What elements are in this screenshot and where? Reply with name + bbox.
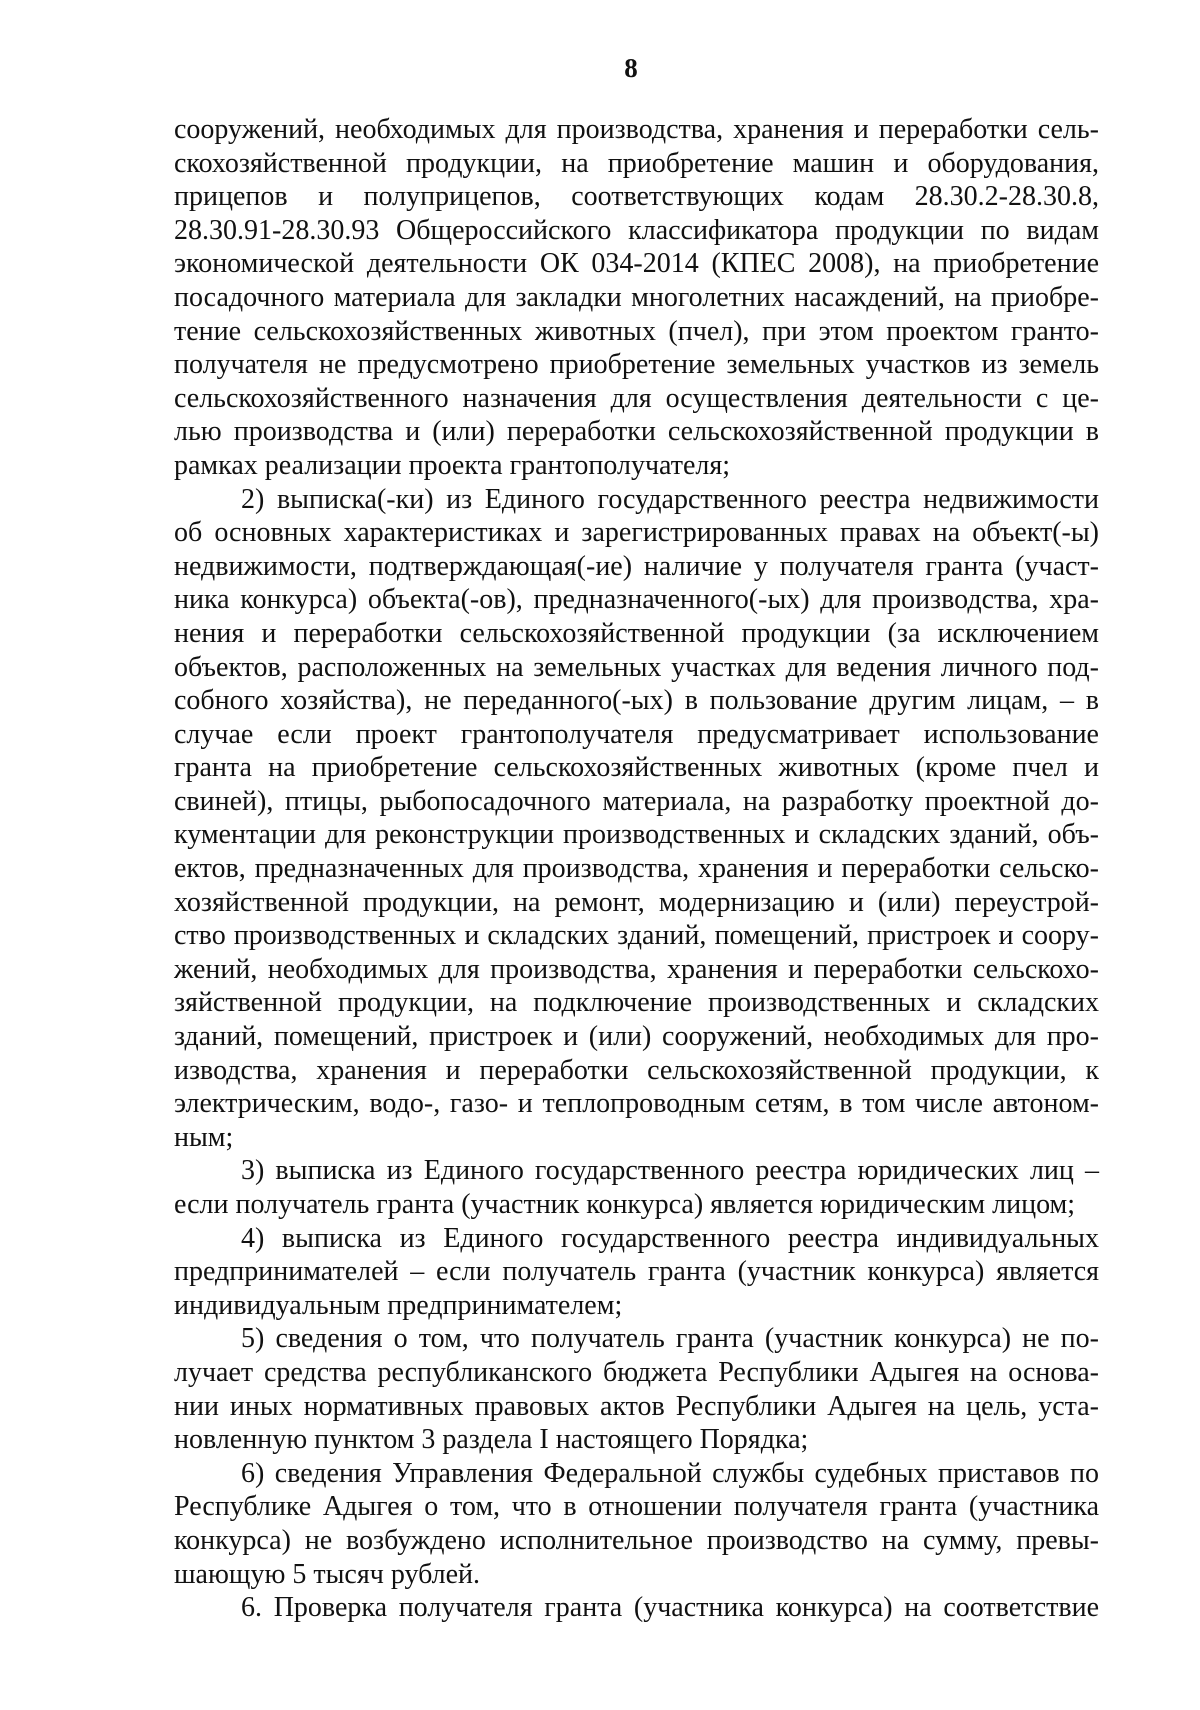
text-line: изводства, хранения и переработки сельскохозяйственной продукции, к — [174, 1054, 1099, 1086]
text-line: рамках реализации проекта грантополучателя; — [174, 449, 731, 481]
text-line: недвижимости, подтверждающая(-ие) наличие у получателя гранта (участ- — [174, 550, 1099, 582]
document-body — [174, 113, 1099, 1625]
text-line: собного хозяйства), не переданного(-ых) в пользование другим лицам, – в — [174, 685, 1099, 717]
text-line: лучает средства республиканского бюджета Республики Адыгея на основа- — [174, 1356, 1099, 1388]
text-line: лью производства и (или) переработки сельскохозяйственной продукции в — [174, 416, 1099, 448]
text-line: нения и переработки сельскохозяйственной продукции (за исключением — [174, 617, 1099, 649]
text-line: гранта на приобретение сельскохозяйственных животных (кроме пчел и — [174, 752, 1099, 784]
text-line: сооружений, необходимых для производства, хранения и переработки сель- — [174, 114, 1099, 145]
text-line: зданий, помещений, пристроек и (или) сооружений, необходимых для про- — [174, 1021, 1099, 1053]
text-line: конкурса) не возбуждено исполнительное производство на сумму, превы- — [174, 1524, 1099, 1556]
text-line: прицепов и полуприцепов, соответствующих кодам 28.30.2-28.30.8, — [174, 181, 1099, 213]
text-line: сельскохозяйственного назначения для осуществления деятельности с це- — [174, 382, 1099, 414]
text-line: об основных характеристиках и зарегистрированных правах на объект(-ы) — [174, 517, 1099, 549]
text-line: новленную пунктом 3 раздела I настоящего Порядка; — [174, 1424, 809, 1456]
text-line: Республике Адыгея о том, что в отношении получателя гранта (участника — [174, 1491, 1099, 1523]
text-line: 4) выписка из Единого государственного реестра индивидуальных — [241, 1222, 1099, 1254]
text-line: хозяйственной продукции, на ремонт, модернизацию и (или) переустрой- — [174, 886, 1099, 918]
text-line: получателя не предусмотрено приобретение земельных участков из земель — [174, 349, 1099, 381]
text-line: ным; — [174, 1121, 234, 1153]
text-line: кументации для реконструкции производственных и складских зданий, объ- — [174, 819, 1099, 851]
text-line: электрическим, водо-, газо- и теплопроводным сетям, в том числе автоном- — [174, 1088, 1099, 1120]
text-line: объектов, расположенных на земельных участках для ведения личного под- — [174, 651, 1099, 683]
text-line: случае если проект грантополучателя предусматривает использование — [174, 718, 1099, 750]
text-line: свиней), птицы, рыбопосадочного материала, на разработку проектной до- — [174, 785, 1099, 817]
text-line: 6) сведения Управления Федеральной службы судебных приставов по — [241, 1457, 1099, 1489]
text-line: нии иных нормативных правовых актов Республики Адыгея на цель, уста- — [174, 1390, 1099, 1422]
text-line: ектов, предназначенных для производства, хранения и переработки сельско- — [174, 853, 1099, 885]
text-line: 3) выписка из Единого государственного реестра юридических лиц – — [241, 1155, 1099, 1187]
text-line: посадочного материала для закладки многолетних насаждений, на приобре- — [174, 281, 1099, 313]
text-line: тение сельскохозяйственных животных (пчел), при этом проектом гранто- — [174, 315, 1099, 347]
text-line: 5) сведения о том, что получатель гранта (участник конкурса) не по- — [241, 1323, 1099, 1355]
text-line: индивидуальным предпринимателем; — [174, 1289, 623, 1321]
text-line: скохозяйственной продукции, на приобретение машин и оборудования, — [174, 147, 1099, 179]
page-number: 8 — [624, 53, 638, 83]
text-line: 28.30.91-28.30.93 Общероссийского классификатора продукции по видам — [174, 214, 1099, 246]
text-line: жений, необходимых для производства, хранения и переработки сельскохо- — [174, 953, 1099, 985]
text-line: если получатель гранта (участник конкурса) является юридическим лицом; — [174, 1189, 1076, 1220]
text-line: экономической деятельности ОК 034-2014 (КПЕС 2008), на приобретение — [174, 248, 1099, 280]
text-line: шающую 5 тысяч рублей. — [174, 1558, 481, 1590]
text-line: ника конкурса) объекта(-ов), предназначенного(-ых) для производства, хра- — [174, 584, 1099, 616]
text-line: 2) выписка(-ки) из Единого государственного реестра недвижимости — [241, 483, 1099, 515]
text-line: предпринимателей – если получатель гранта (участник конкурса) является — [174, 1256, 1099, 1288]
text-line: ство производственных и складских зданий, помещений, пристроек и соору- — [174, 920, 1099, 952]
text-line: зяйственной продукции, на подключение производственных и складских — [174, 987, 1099, 1019]
text-line: 6. Проверка получателя гранта (участника конкурса) на соответствие — [241, 1592, 1099, 1624]
